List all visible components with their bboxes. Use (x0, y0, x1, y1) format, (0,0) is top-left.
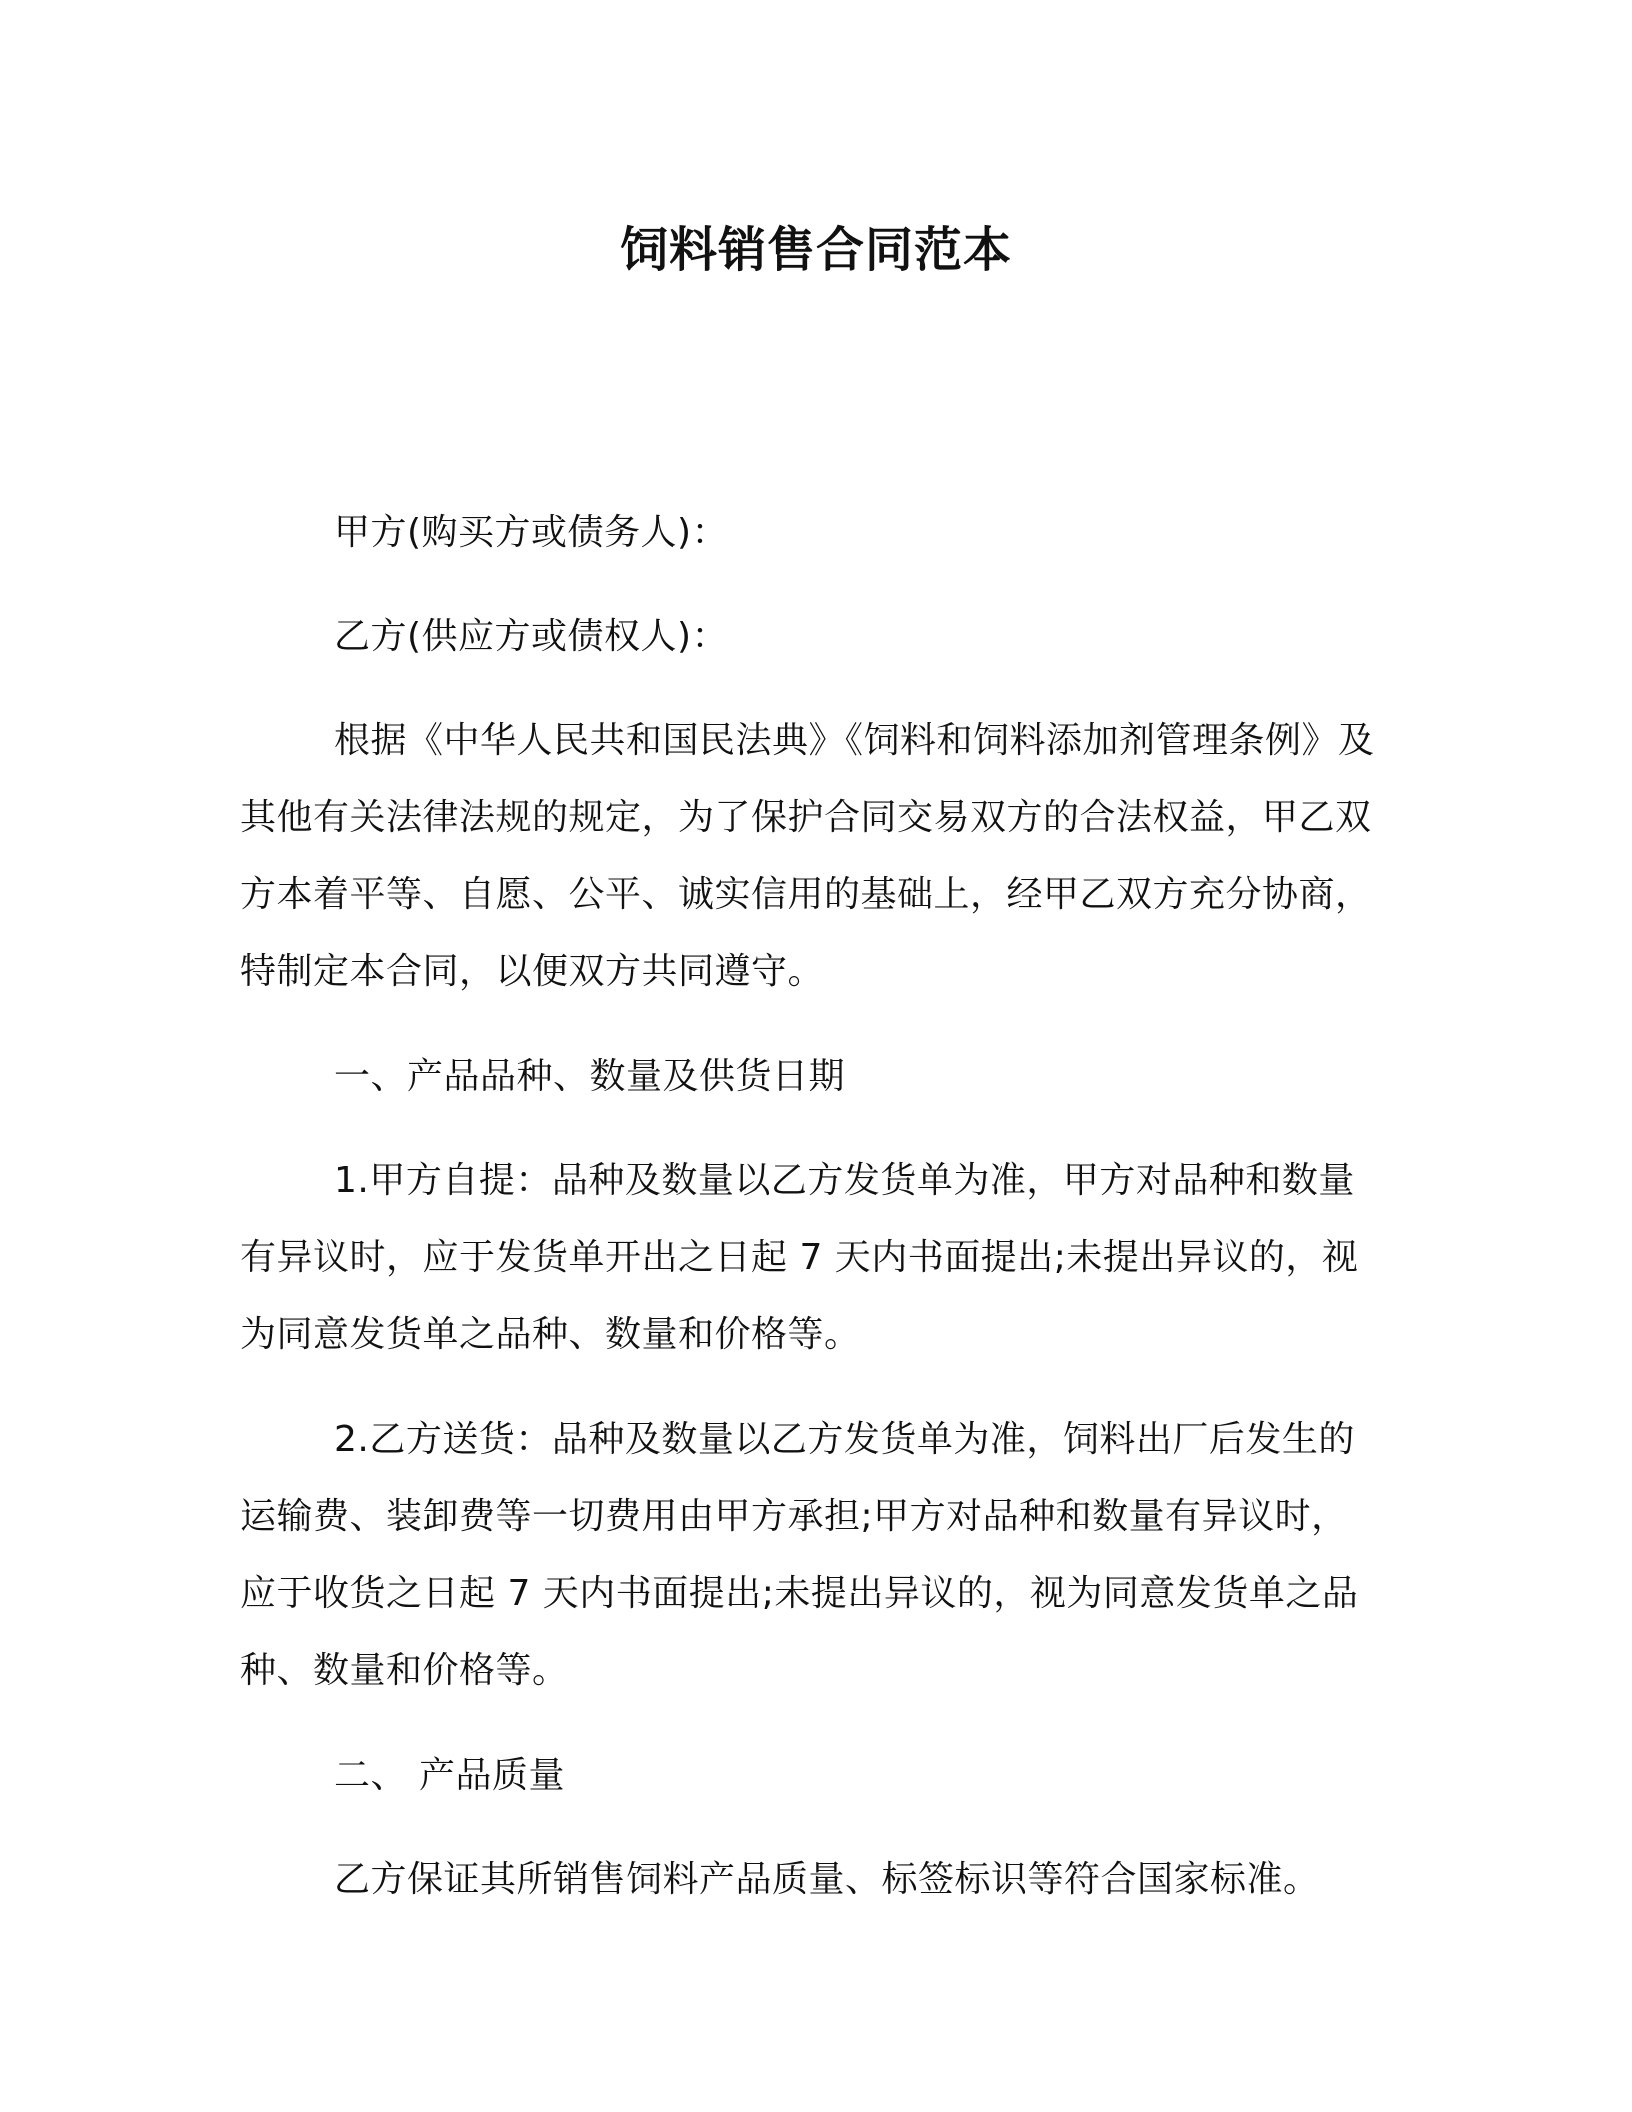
clause-paragraph: 2.乙方送货：品种及数量以乙方发货单为准，饲料出厂后发生的运输费、装卸费等一切费用由甲方承担;甲方对品种和数量有异议时，应于收货之日起 7 天内书面提出;未提出异议的，视为同意发货单之品种、数量和价格等。 (240, 1419, 1359, 1691)
section-heading-2: 二、 产品质量 (334, 1755, 565, 1796)
document-body (240, 494, 1376, 1946)
preamble-paragraph: 根据《中华人民共和国民法典》《饲料和饲料添加剂管理条例》及其他有关法律法规的规定，为了保护合同交易双方的合法权益，甲乙双方本着平等、自愿、公平、诚实信用的基础上，经甲乙双方充分协商，特制定本合同，以便双方共同遵守。 (240, 720, 1375, 992)
party-b-line: 乙方(供应方或债权人)： (334, 616, 729, 657)
clause-paragraph: 乙方保证其所销售饲料产品质量、标签标识等符合国家标准。 (334, 1859, 1320, 1900)
party-a-line: 甲方(购买方或债务人)： (334, 512, 729, 553)
section-heading-1: 一、产品品种、数量及供货日期 (334, 1056, 846, 1097)
document-title: 饲料销售合同范本 (619, 222, 1012, 278)
clause-paragraph: 1.甲方自提：品种及数量以乙方发货单为准，甲方对品种和数量有异议时，应于发货单开出之日起 7 天内书面提出;未提出异议的，视为同意发货单之品种、数量和价格等。 (240, 1160, 1359, 1355)
